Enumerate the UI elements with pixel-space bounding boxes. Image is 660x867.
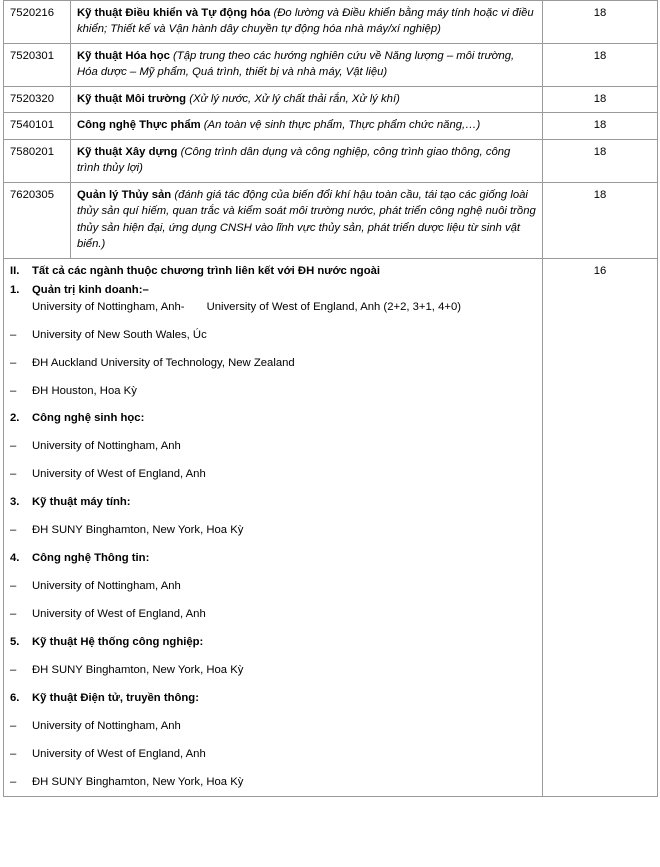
program-name: [71, 113, 543, 139]
group-6-title: Kỹ thuật Điện tử, truyền thông:: [32, 691, 199, 704]
program-name-bold: Công nghệ Thực phẩm: [77, 119, 201, 132]
university-name: ĐH Auckland University of Technology, New Zealand: [32, 356, 295, 369]
program-name-detail: (đánh giá tác động của biến đổi khí hậu toàn cầu, tái tạo các giống loài thủy sản quí hiếm, quan trắc và kiểm soát môi trường nước, phát triển công nghệ nuôi trồng thủy sản hiện đại, ứng dụng CNSH vào lĩnh vực thủy sản, phát triển dược liệu từ sinh vật biển.): [77, 188, 536, 251]
university-name: ĐH Houston, Hoa Kỳ: [32, 384, 137, 397]
dash-bullet-icon: –: [10, 608, 17, 620]
dash-bullet-icon: –: [10, 719, 17, 732]
list-item: [10, 606, 536, 623]
program-name-bold: Kỹ thuật Môi trường: [77, 92, 187, 105]
program-name-detail: (Đo lường và Điều khiển bằng máy tính hoặc vi điều khiển; Thiết kế và Vận hành dây chuyền tự động hóa nhà máy/xí nghiệp): [77, 7, 534, 36]
program-name-detail: (Công trình dân dụng và công nghiệp, công trình giao thông, công trình thủy lợi): [77, 145, 511, 175]
dash-bullet-icon: –: [10, 580, 17, 593]
dash-bullet-icon: –: [10, 468, 17, 481]
group-1-inline-uni-1: University of Nottingham, Anh-: [32, 300, 185, 313]
group-1-number: 1.: [10, 283, 20, 296]
group-5-heading: [10, 636, 203, 648]
program-code: 7520301: [4, 43, 71, 86]
program-name-bold: Kỹ thuật Xây dựng: [77, 145, 178, 158]
dash-bullet-icon: –: [10, 384, 17, 397]
list-item: [10, 746, 536, 763]
group-6-number: 6.: [10, 691, 20, 704]
section-heading: [10, 263, 536, 280]
section-content: [10, 263, 536, 791]
program-credits: 18: [543, 139, 658, 182]
university-name: ĐH SUNY Binghamton, New York, Hoa Kỳ: [32, 663, 244, 676]
dash-bullet-icon: –: [10, 356, 17, 369]
dash-bullet-icon: –: [10, 440, 17, 453]
list-item: [10, 355, 536, 372]
program-credits: 18: [543, 86, 658, 112]
table-row-section: [4, 258, 658, 796]
table-row: [4, 113, 658, 139]
university-name: ĐH SUNY Binghamton, New York, Hoa Kỳ: [32, 775, 244, 788]
program-credits: 18: [543, 1, 658, 44]
group-6-heading: [10, 692, 199, 704]
program-code: 7520320: [4, 86, 71, 112]
program-name: [71, 139, 543, 182]
program-name: [71, 43, 543, 86]
table-row: [4, 1, 658, 44]
dash-bullet-icon: –: [10, 747, 17, 760]
group-4-heading: [10, 552, 149, 564]
university-name: University of New South Wales, Úc: [32, 328, 207, 341]
dash-bullet-icon: –: [10, 775, 17, 788]
program-name-detail: (Tập trung theo các hướng nghiên cứu về Năng lượng – môi trường, Hóa dược – Mỹ phẩm, Quá trình, thiết bị và nhà máy, Vật liệu): [77, 49, 515, 79]
table-row: [4, 182, 658, 258]
group-1-inline-dash: –: [142, 283, 149, 296]
group-5: [10, 634, 536, 679]
list-item: [10, 383, 536, 400]
table-row: [4, 139, 658, 182]
program-name-detail: (Xử lý nước, Xử lý chất thải rắn, Xử lý khí): [189, 92, 400, 105]
group-2-heading: [10, 412, 144, 424]
group-2: [10, 410, 536, 483]
group-1-title: Quản trị kinh doanh:: [32, 283, 143, 296]
list-item: [10, 662, 536, 679]
program-name-bold: Quản lý Thủy sản: [77, 188, 172, 201]
section-title: Tất cả các ngành thuộc chương trình liên kết với ĐH nước ngoài: [32, 264, 381, 277]
group-3-number: 3.: [10, 496, 20, 509]
program-code: 7540101: [4, 113, 71, 139]
university-name: ĐH SUNY Binghamton, New York, Hoa Kỳ: [32, 524, 244, 537]
group-1-inline-uni-2: University of West of England, Anh (2+2, 3+1, 4+0): [206, 300, 461, 313]
table-row: [4, 86, 658, 112]
dash-bullet-icon: –: [10, 328, 17, 341]
section-cell: [4, 258, 543, 796]
group-1-heading: [10, 284, 149, 296]
group-5-title: Kỹ thuật Hệ thống công nghiệp:: [32, 635, 204, 648]
program-credits: 18: [543, 113, 658, 139]
list-item: [10, 466, 536, 483]
dash-bullet-icon: –: [10, 524, 17, 537]
university-name: University of West of England, Anh: [32, 468, 206, 481]
university-name: University of Nottingham, Anh: [32, 580, 181, 593]
group-4: [10, 550, 536, 623]
section-credits: 16: [543, 258, 658, 796]
program-name-detail: (An toàn vệ sinh thực phẩm, Thực phẩm chức năng,…): [203, 119, 481, 132]
program-credits: 18: [543, 182, 658, 258]
program-code: 7620305: [4, 182, 71, 258]
university-name: University of West of England, Anh: [32, 608, 206, 620]
list-item: [10, 774, 536, 791]
group-6: [10, 690, 536, 791]
program-name: [71, 182, 543, 258]
program-name-bold: Kỹ thuật Điều khiển và Tự động hóa: [77, 7, 271, 19]
program-name: [71, 1, 543, 44]
group-4-number: 4.: [10, 552, 20, 565]
group-5-number: 5.: [10, 635, 20, 648]
table-row: [4, 43, 658, 86]
group-1: [10, 282, 536, 400]
list-item: [10, 718, 536, 735]
university-name: University of West of England, Anh: [32, 747, 206, 760]
list-item: [10, 522, 536, 539]
programs-table-body: [4, 1, 658, 797]
list-item: [10, 578, 536, 595]
program-code: 7520216: [4, 1, 71, 44]
group-3: [10, 494, 536, 539]
section-number: II.: [10, 264, 20, 277]
group-3-heading: [10, 496, 131, 508]
group-4-title: Công nghệ Thông tin:: [32, 552, 150, 565]
university-name: University of Nottingham, Anh: [32, 440, 181, 453]
programs-table: [3, 0, 658, 797]
group-1-inline-universities: [10, 299, 536, 316]
list-item: [10, 327, 536, 344]
list-item: [10, 438, 536, 455]
group-2-number: 2.: [10, 412, 20, 425]
program-code: 7580201: [4, 139, 71, 182]
program-name-bold: Kỹ thuật Hóa học: [77, 49, 170, 62]
group-3-title: Kỹ thuật máy tính:: [32, 496, 131, 509]
program-name: [71, 86, 543, 112]
program-credits: 18: [543, 43, 658, 86]
group-2-title: Công nghệ sinh học:: [32, 412, 145, 425]
university-name: University of Nottingham, Anh: [32, 719, 181, 732]
dash-bullet-icon: –: [10, 663, 17, 676]
